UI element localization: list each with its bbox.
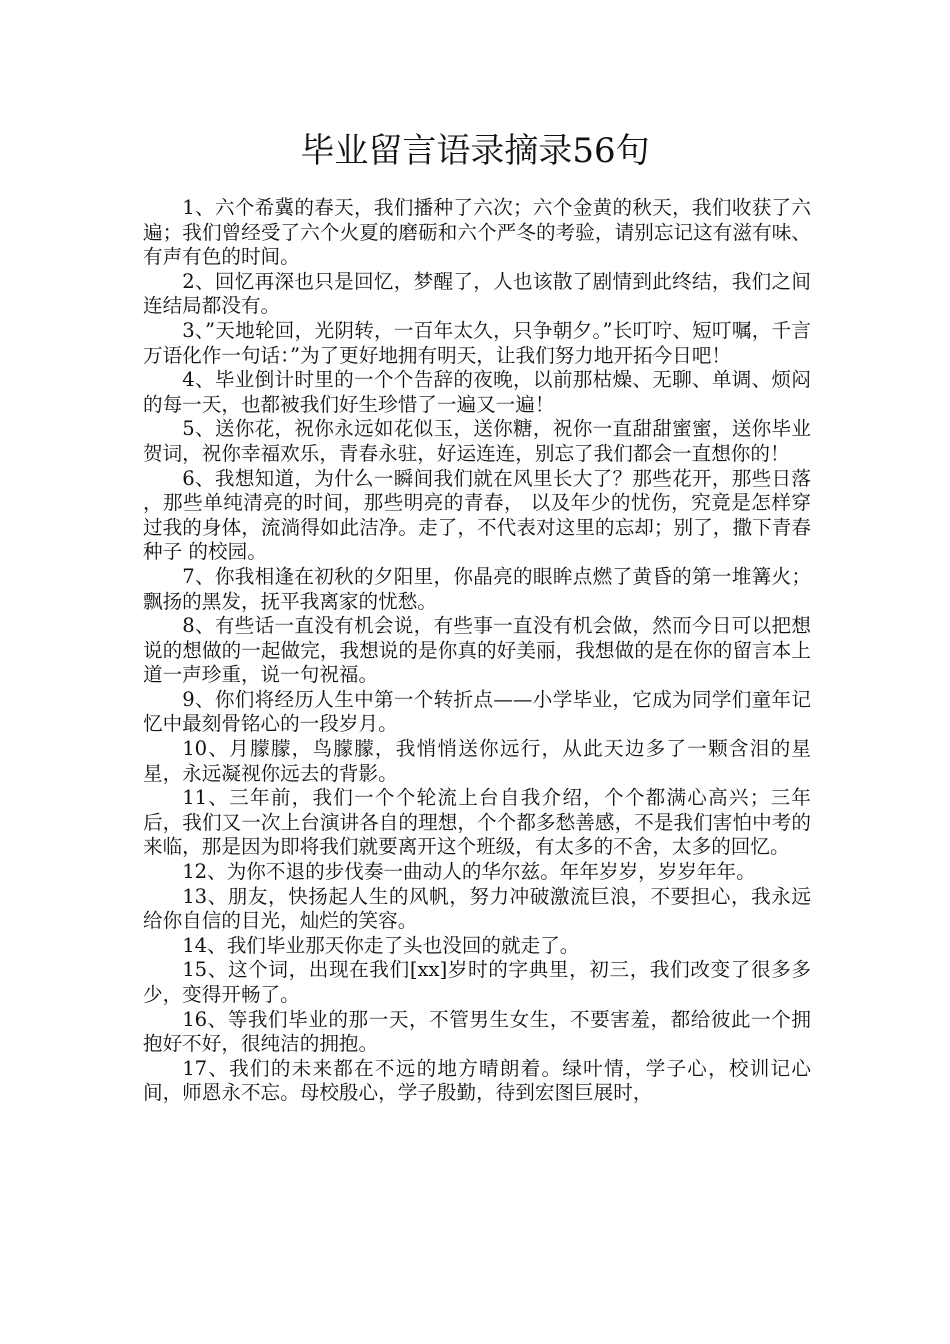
- paragraph: 5、送你花，祝你永远如花似玉，送你糖，祝你一直甜甜蜜蜜，送你毕业贺词，祝你幸福欢乐，青春永驻，好运连连，别忘了我们都会一直想你的！: [143, 417, 811, 465]
- page-title: 毕业留言语录摘录56句: [300, 131, 650, 171]
- paragraph: 11、三年前，我们一个个轮流上台自我介绍，个个都满心高兴；三年后，我们又一次上台演讲各自的理想，个个都多愁善感，不是我们害怕中考的来临，那是因为即将我们就要离开这个班级，有太多的不舍，太多的回忆。: [143, 786, 811, 859]
- paragraph: 9、你们将经历人生中第一个转折点——小学毕业，它成为同学们童年记忆中最刻骨铭心的一段岁月。: [143, 687, 811, 736]
- paragraph: 3、”天地轮回，光阴转，一百年太久，只争朝夕。”长叮咛、短叮嘱，千言万语化作一句话：”为了更好地拥有明天，让我们努力地开拓今日吧！: [143, 318, 811, 367]
- paragraph: 1、六个希冀的春天，我们播种了六次；六个金黄的秋天，我们收获了六遍；我们曾经受了六个火夏的磨砺和六个严冬的考验，请别忘记这有滋有味、有声有色的时间。: [143, 196, 811, 269]
- paragraph: 8、有些话一直没有机会说，有些事一直没有机会做，然而今日可以把想说的想做的一起做完，我想说的是你真的好美丽，我想做的是在你的留言本上道一声珍重，说一句祝福。: [143, 614, 811, 687]
- paragraph: 6、我想知道，为什么一瞬间我们就在风里长大了？那些花开，那些日落 ，那些单纯清亮的时间，那些明亮的青春， 以及年少的忧伤，究竟是怎样穿过我的身体，流淌得如此洁净。走了，不代表对这里的忘却；别了，撒下青春种子 的校园。: [143, 466, 811, 564]
- paragraph: 7、你我相逢在初秋的夕阳里，你晶亮的眼眸点燃了黄昏的第一堆篝火；飘扬的黑发，抚平我离家的忧愁。: [143, 564, 811, 613]
- paragraph: 16、等我们毕业的那一天，不管男生女生，不要害羞，都给彼此一个拥抱好不好，很纯洁的拥抱。: [143, 1007, 811, 1056]
- paragraph: 2、回忆再深也只是回忆，梦醒了，人也该散了剧情到此终结，我们之间连结局都没有。: [143, 269, 811, 318]
- paragraph: 15、这个词，出现在我们[xx]岁时的字典里，初三，我们改变了很多多少，变得开畅了。: [143, 958, 811, 1006]
- paragraph: 4、毕业倒计时里的一个个告辞的夜晚，以前那枯燥、无聊、单调、烦闷的每一天，也都被我们好生珍惜了一遍又一遍！: [143, 368, 811, 416]
- document-body: [143, 196, 811, 1106]
- paragraph: 13、朋友，快扬起人生的风帆，努力冲破激流巨浪，不要担心，我永远给你自信的目光，灿烂的笑容。: [143, 884, 811, 933]
- paragraph: 14、我们毕业那天你走了头也没回的就走了。: [182, 933, 580, 957]
- paragraph: 17、我们的未来都在不远的地方晴朗着。绿叶情，学子心，校训记心间，师恩永不忘。母校殷心，学子殷勤，待到宏图巨展时，: [143, 1056, 811, 1105]
- paragraph: 10、月朦朦，鸟朦朦，我悄悄送你远行，从此天边多了一颗含泪的星星，永远凝视你远去的背影。: [143, 737, 811, 785]
- paragraph: 12、为你不退的步伐奏一曲动人的华尔兹。年年岁岁，岁岁年年。: [182, 860, 756, 884]
